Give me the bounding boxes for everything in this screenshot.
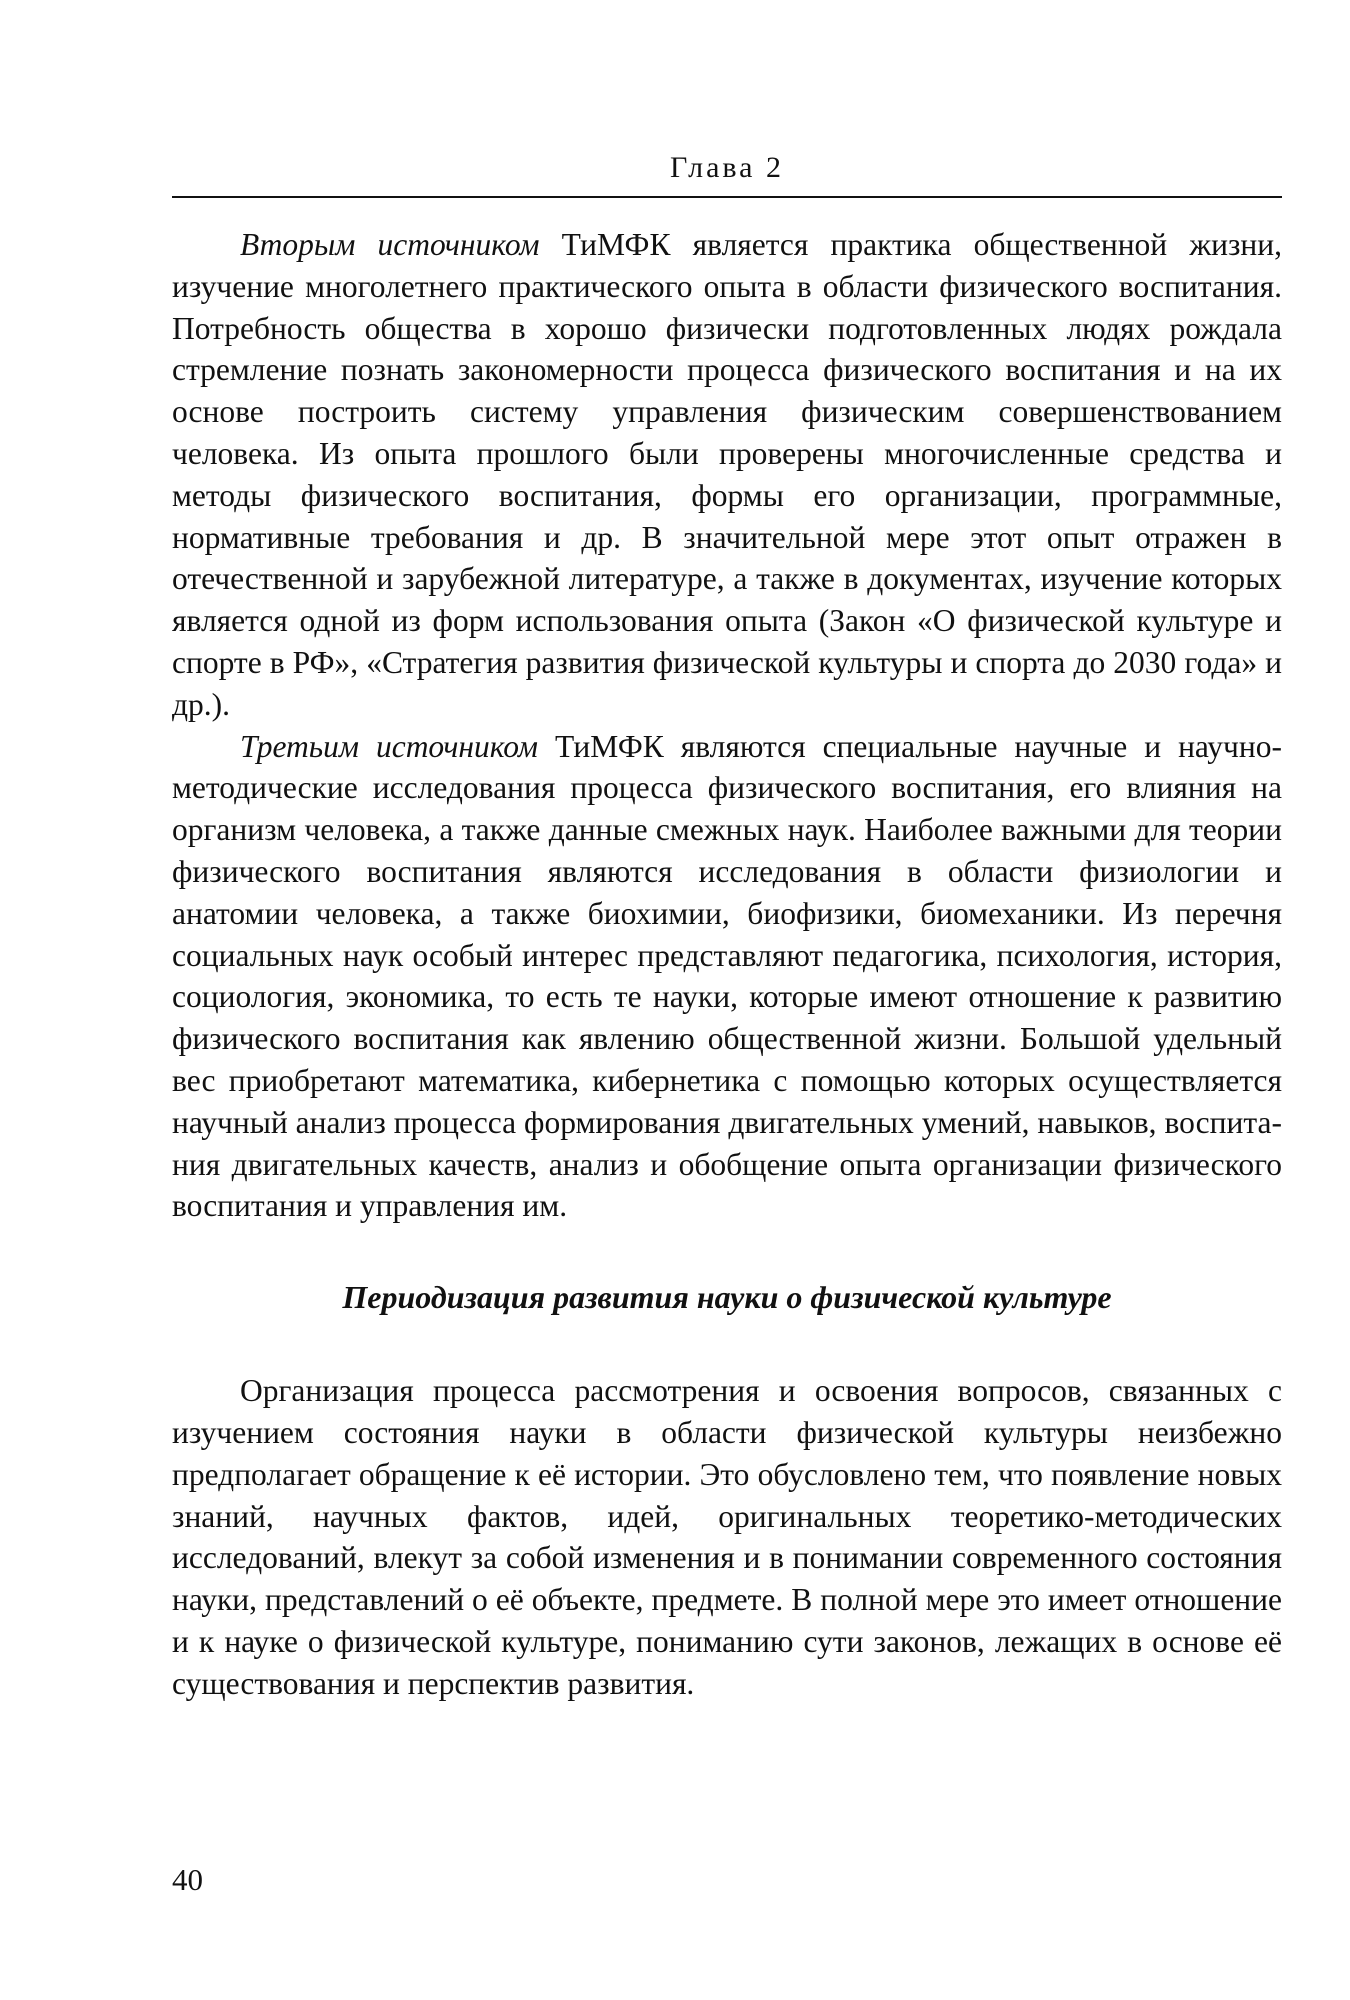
paragraph-third-source	[172, 726, 1282, 1228]
paragraph-text: ТиМФК является практика общественной жизни, изучение многолетнего практического опыта в области физического воспитания. Потребность общества в хорошо физически подготовленных людях рождала стремление познать закономерности процесса физического воспитания и на их основе построить систему управления физическим совершенствованием человека. Из опыта прошлого были проверены многочисленные средства и методы физического воспитания, формы его организации, программные, нормативные требования и др. В значительной мере этот опыт отражен в отечественной и зарубежной литературе, а также в документах, изучение которых является одной из форм использования опыта (Закон «О физической культуре и спорте в РФ», «Стратегия развития физической культуры и спорта до 2030 года» и др.).	[172, 227, 1282, 722]
paragraph-second-source	[172, 224, 1282, 726]
italic-lead-third-source: Третьим источником	[240, 728, 538, 764]
paragraph-text: ТиМФК являются специальные научные и научно-методические исследования процесса физического воспитания, его влияния на организм человека, а также данные смежных наук. Наиболее важными для теории физического воспитания являются исследования в области физиологии и анатомии человека, а также биохимии, биофизики, биомеханики. Из перечня социальных наук особый интерес представляют педагогика, психология, история, социология, экономика, то есть те науки, которые имеют отношение к развитию физического воспитания как явлению общественной жизни. Большой удельный вес приобретают математика, кибернетика с помощью которых осуществляется научный анализ процесса формирования двигательных умений, навыков, воспитания двигательных качеств, анализ и обобщение опыта организации физического воспитания и управления им.	[172, 728, 1282, 1224]
italic-lead-second-source: Вторым источником	[240, 227, 540, 262]
running-head: Глава 2	[670, 151, 784, 184]
page-number: 40	[172, 1862, 203, 1897]
header-rule	[172, 196, 1282, 198]
book-page	[172, 150, 1282, 1960]
section-paragraph: Организация процесса рассмотрения и освоения вопросов, связанных с изучением состояния науки в области физической культуры неизбежно предполагает обращение к её истории. Это обусловлено тем, что появление новых знаний, научных фактов, идей, оригинальных теоретико-методических исследований, влекут за собой изменения и в понимании современного состояния науки, представлений о её объекте, предмете. В полной мере это имеет отношение и к науке о физической культуре, пониманию сути законов, лежащих в основе её существования и перспектив развития.	[172, 1373, 1282, 1701]
section-heading: Периодизация развития науки о физической культуре	[342, 1279, 1112, 1316]
